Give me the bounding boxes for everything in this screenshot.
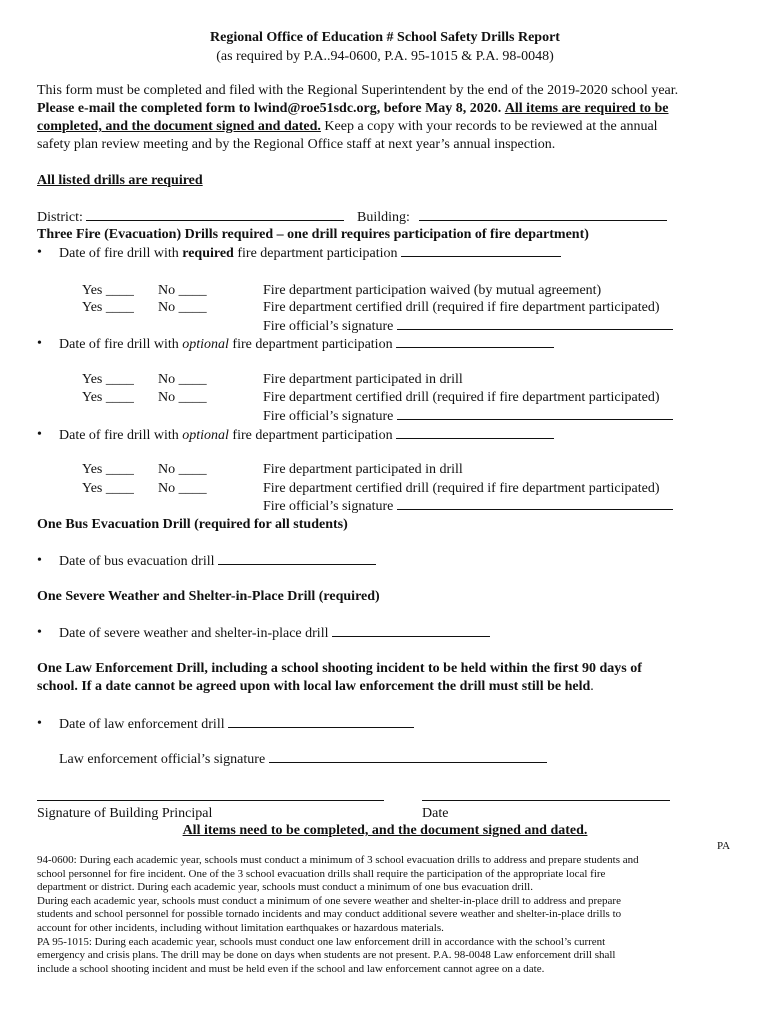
- intro-line-1: This form must be completed and filed with the Regional Superintendent by the end of the 2019-2020 school year.: [37, 83, 679, 98]
- page-subtitle: (as required by P.A..94-0600, P.A. 95-1015 & P.A. 98-0048): [216, 49, 554, 64]
- fire-official-signature-field[interactable]: [397, 317, 673, 330]
- principal-signature-label: Signature of Building Principal: [37, 806, 213, 821]
- fire-drill-3-date-field[interactable]: [396, 426, 554, 439]
- footnote-line: PA 95-1015: During each academic year, schools must conduct one law enforcement drill in accordance with the school’s current: [37, 935, 606, 948]
- law-drill-date-label: Date of law enforcement drill: [59, 717, 225, 732]
- bus-drill-row: [59, 552, 376, 570]
- bullet-icon: •: [37, 427, 42, 442]
- keep-copy-text: Keep a copy with your records to be reviewed at the annual: [324, 119, 658, 134]
- yes-option[interactable]: Yes ____: [82, 300, 134, 315]
- email-instruction: Please e-mail the completed form to lwind@roe51sdc.org, before May 8, 2020.: [37, 101, 502, 116]
- fire-drill-1-date-field[interactable]: [401, 244, 561, 257]
- yes-option[interactable]: Yes ____: [82, 481, 134, 496]
- law-official-signature-label: Law enforcement official’s signature: [59, 752, 266, 767]
- fire-official-signature-label: Fire official’s signature: [263, 499, 394, 514]
- participated-label: Fire department participated in drill: [263, 372, 463, 387]
- fire-drill-2-suffix: fire department participation: [232, 337, 393, 352]
- fire-drill-2-date-field[interactable]: [396, 335, 554, 348]
- footnote-line: students and school personnel for possible tornado incidents and may conduct additional severe weather and shelter-in-place drills to: [37, 908, 622, 921]
- fire-drill-1-prefix: Date of fire drill with: [59, 246, 179, 261]
- certified-label: Fire department certified drill (required if fire department participated): [263, 390, 660, 405]
- fire-drill-2-emph: optional: [182, 337, 229, 352]
- building-field[interactable]: [419, 208, 667, 221]
- no-option[interactable]: No ____: [158, 372, 207, 387]
- fire-official-signature-row: [263, 407, 673, 425]
- footnote-line: department or district. During each academic year, schools must conduct a minimum of one bus evacuation drill.: [37, 881, 533, 894]
- law-official-signature-field[interactable]: [269, 750, 547, 763]
- footnote-line: account for other incidents, including without limitation earthquakes or hazardous materials.: [37, 922, 444, 934]
- weather-drill-heading: One Severe Weather and Shelter-in-Place Drill (required): [37, 589, 380, 604]
- participated-label: Fire department participated in drill: [263, 462, 463, 477]
- bullet-icon: •: [37, 245, 42, 260]
- weather-drill-row: [59, 624, 490, 642]
- page-title: Regional Office of Education # School Safety Drills Report: [210, 30, 560, 45]
- intro-line-2: [37, 100, 669, 117]
- no-option[interactable]: No ____: [158, 283, 207, 298]
- yes-option[interactable]: Yes ____: [82, 372, 134, 387]
- fire-drill-1-suffix: fire department participation: [237, 246, 398, 261]
- building-row: [357, 208, 667, 226]
- intro-line-3: [37, 118, 658, 135]
- date-field[interactable]: [422, 800, 670, 801]
- no-option[interactable]: No ____: [158, 481, 207, 496]
- bullet-icon: •: [37, 625, 42, 640]
- fire-drill-1-emph: required: [182, 246, 234, 261]
- footnote-pa: PA: [717, 840, 731, 852]
- footnote-line: 94-0600: During each academic year, schools must conduct a minimum of 3 school evacuation drills to address and prepare students and: [37, 854, 639, 866]
- fire-drill-2-row: [59, 335, 554, 353]
- law-drill-row: [59, 715, 414, 733]
- bullet-icon: •: [37, 553, 42, 568]
- weather-drill-date-label: Date of severe weather and shelter-in-place drill: [59, 626, 329, 641]
- footnote-line: school personnel for fire incident. One of the 3 school evacuation drills shall require the participation of the appropriate local fire: [37, 867, 606, 880]
- footnote-line: During each academic year, schools must conduct a minimum of one severe weather and shelter-in-place drill to address and prepare: [37, 894, 621, 907]
- all-drills-required: All listed drills are required: [37, 173, 203, 188]
- fire-drill-3-prefix: Date of fire drill with: [59, 428, 179, 443]
- law-drill-heading-line-2: school. If a date cannot be agreed upon with local law enforcement the drill must still be held: [37, 679, 591, 694]
- bullet-icon: •: [37, 716, 42, 731]
- law-drill-heading-line-2-row: school. If a date cannot be agreed upon with local law enforcement the drill must still be held.: [37, 679, 594, 694]
- no-option[interactable]: No ____: [158, 300, 207, 315]
- building-label: Building:: [357, 210, 410, 225]
- fire-drill-3-emph: optional: [182, 428, 229, 443]
- fire-official-signature-row: [263, 317, 673, 335]
- fire-official-signature-field[interactable]: [397, 497, 673, 510]
- bus-drill-heading: One Bus Evacuation Drill (required for all students): [37, 517, 348, 532]
- certified-label: Fire department certified drill (required if fire department participated): [263, 481, 660, 496]
- fire-drill-2-prefix: Date of fire drill with: [59, 337, 179, 352]
- fire-drill-3-suffix: fire department participation: [232, 428, 393, 443]
- footnote-line: emergency and crisis plans. The drill may be done on days when students are not present. P.A. 98-0048 Law enforcement drill shall: [37, 949, 616, 962]
- fire-drill-1-row: [59, 244, 561, 262]
- intro-line-4: safety plan review meeting and by the Regional Office staff at next year’s annual inspection.: [37, 137, 556, 152]
- required-notice-part2: completed, and the document signed and dated.: [37, 119, 321, 134]
- yes-option[interactable]: Yes ____: [82, 283, 134, 298]
- fire-official-signature-field[interactable]: [397, 407, 673, 420]
- fire-official-signature-label: Fire official’s signature: [263, 409, 394, 424]
- district-row: [37, 208, 344, 226]
- no-option[interactable]: No ____: [158, 390, 207, 405]
- district-field[interactable]: [86, 208, 344, 221]
- fire-official-signature-row: [263, 497, 673, 515]
- final-required-note: All items need to be completed, and the document signed and dated.: [182, 823, 588, 838]
- district-label: District:: [37, 210, 83, 225]
- bus-drill-date-field[interactable]: [218, 552, 376, 565]
- bus-drill-date-label: Date of bus evacuation drill: [59, 554, 215, 569]
- footnote-line: include a school shooting incident and must be held even if the school and law enforcement cannot agree on a date.: [37, 962, 545, 975]
- law-official-signature-row: [59, 750, 547, 768]
- fire-drills-heading: Three Fire (Evacuation) Drills required – one drill requires participation of fire department): [37, 227, 589, 242]
- date-label: Date: [422, 806, 449, 821]
- principal-signature-field[interactable]: [37, 800, 384, 801]
- yes-option[interactable]: Yes ____: [82, 390, 134, 405]
- waived-label: Fire department participation waived (by mutual agreement): [263, 283, 602, 298]
- yes-option[interactable]: Yes ____: [82, 462, 134, 477]
- law-drill-date-field[interactable]: [228, 715, 414, 728]
- bullet-icon: •: [37, 336, 42, 351]
- law-drill-heading-line-1: One Law Enforcement Drill, including a school shooting incident to be held within the first 90 days of: [37, 661, 642, 676]
- fire-official-signature-label: Fire official’s signature: [263, 319, 394, 334]
- required-notice-part1: All items are required to be: [504, 101, 669, 116]
- no-option[interactable]: No ____: [158, 462, 207, 477]
- fire-drill-3-row: [59, 426, 554, 444]
- weather-drill-date-field[interactable]: [332, 624, 490, 637]
- certified-label: Fire department certified drill (required if fire department participated): [263, 300, 660, 315]
